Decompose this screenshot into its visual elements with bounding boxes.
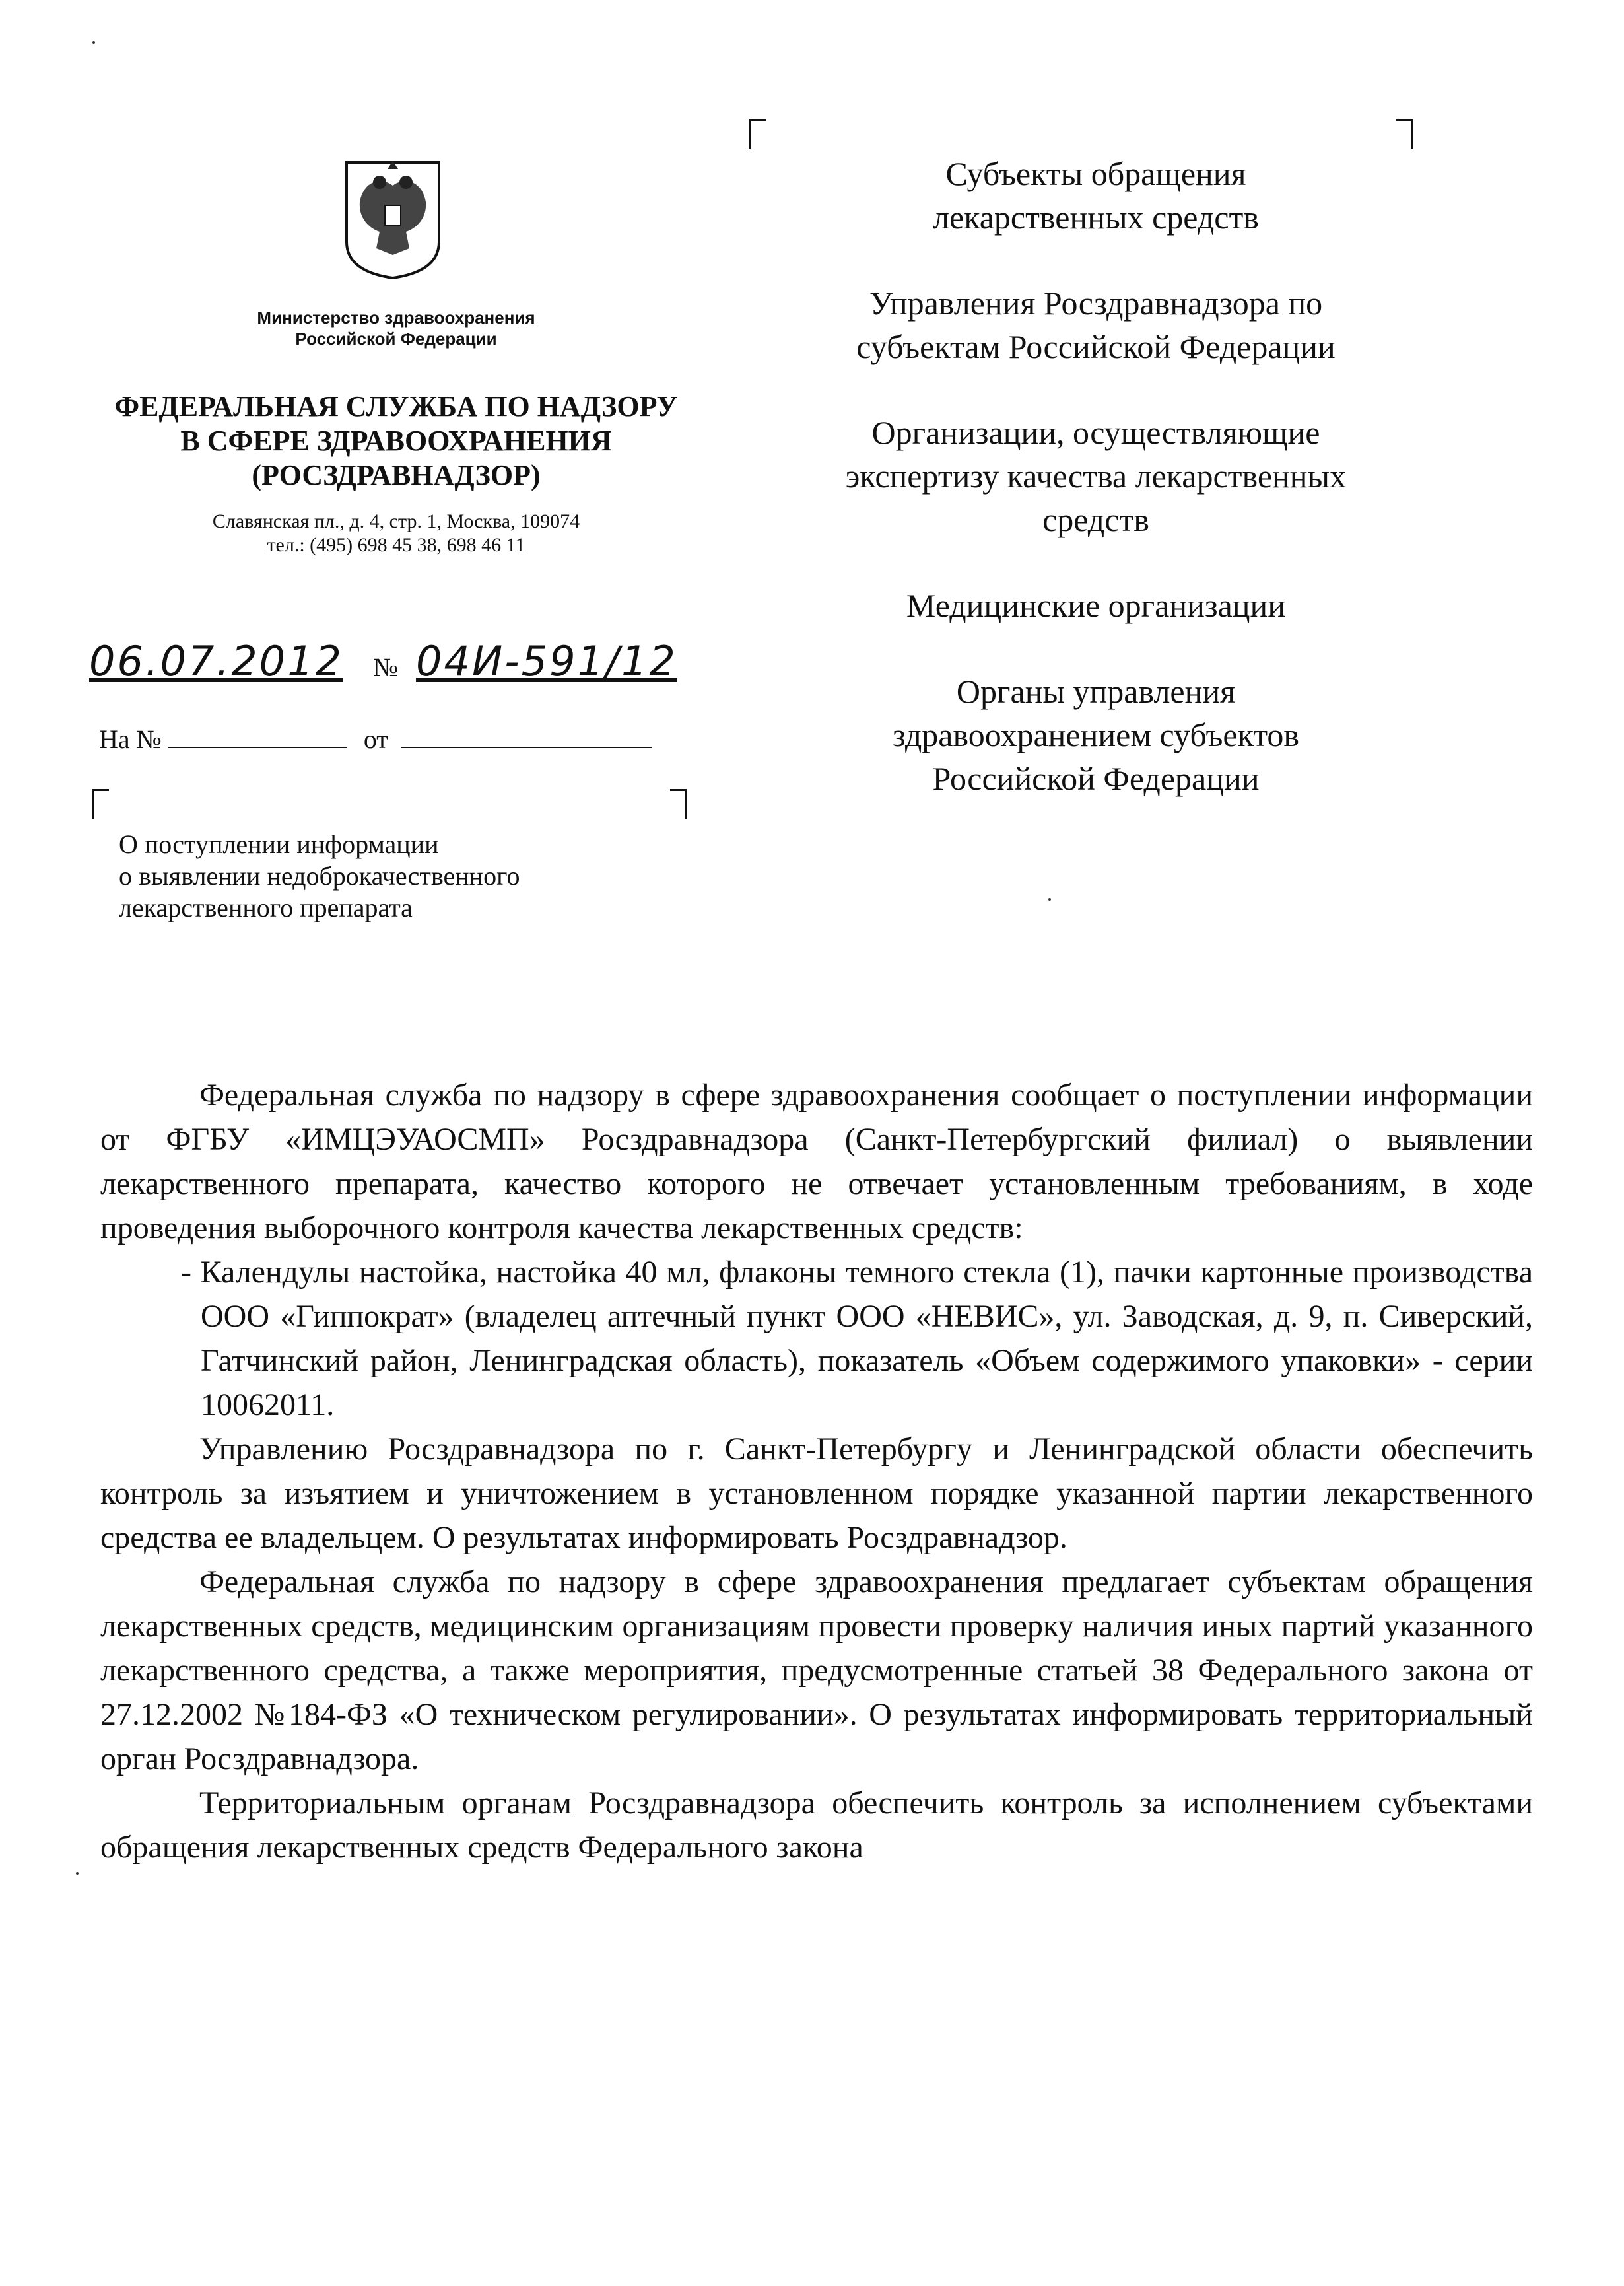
left-corner-bracket bbox=[92, 789, 109, 819]
body-paragraph: Управлению Росздравнадзора по г. Санкт-Петербургу и Ленинградской области обеспечить контроль за изъятием и уничтожением в установленном порядке указанной партии лекарственного средства ее владельцем. О результатах информировать Росздравнадзор. bbox=[100, 1432, 1533, 1555]
recipient-group: Медицинские организации bbox=[906, 587, 1286, 624]
ref-from-label: от bbox=[363, 724, 388, 754]
reference-line bbox=[99, 723, 693, 756]
body-list-item: - Календулы настойка, настойка 40 мл, флаконы темного стекла (1), пачки картонные производства ООО «Гиппократ» (владелец аптечный пункт ООО «НЕВИС», ул. Заводская, д. 9, п. Сиверский, Гатчинский район, Ленинградская область), показатель «Объем содержимого упаковки» - серии 10062011. bbox=[181, 1255, 1533, 1422]
ministry-name: Министерство здравоохранения Российской Федерации bbox=[257, 308, 535, 349]
recipient-group: Субъекты обращения лекарственных средств bbox=[933, 155, 1259, 236]
scan-speck bbox=[92, 41, 95, 44]
letter-subject: О поступлении информации о выявлении недоброкачественного лекарственного препарата bbox=[119, 829, 520, 922]
handwritten-date: 06.07.2012 bbox=[89, 637, 343, 685]
number-sign: № bbox=[373, 652, 399, 682]
recipients-block bbox=[766, 152, 1426, 843]
right-corner-bracket bbox=[670, 789, 687, 819]
ref-from-blank bbox=[401, 747, 652, 748]
ref-number-blank bbox=[168, 747, 347, 748]
recipient-group: Органы управления здравоохранением субъектов Российской Федерации bbox=[892, 673, 1300, 797]
recipients-right-bracket bbox=[1396, 119, 1413, 149]
body-paragraph: Территориальным органам Росздравнадзора обеспечить контроль за исполнением субъектами обращения лекарственных средств Федерального закона bbox=[100, 1785, 1533, 1865]
ref-number-label: На № bbox=[99, 724, 162, 754]
body-paragraph: Федеральная служба по надзору в сфере здравоохранения предлагает субъектам обращения лекарственных средств, медицинским организациям провести проверку наличия иных партий указанного лекарственного средства, а также мероприятия, предусмотренные статьей 38 Федерального закона от 27.12.2002 №184-ФЗ «О техническом регулировании». О результатах информировать территориальный орган Росздравнадзора. bbox=[100, 1564, 1533, 1776]
service-title: ФЕДЕРАЛЬНАЯ СЛУЖБА ПО НАДЗОРУ В СФЕРЕ ЗДРАВООХРАНЕНИЯ (РОСЗДРАВНАДЗОР) bbox=[114, 390, 678, 491]
recipient-group: Управления Росздравнадзора по субъектам Российской Федерации bbox=[856, 285, 1336, 365]
document-date-number bbox=[89, 637, 710, 693]
scan-speck bbox=[76, 1872, 79, 1875]
service-address: Славянская пл., д. 4, стр. 1, Москва, 109074 тел.: (495) 698 45 38, 698 46 11 bbox=[212, 510, 580, 556]
recipient-group: Организации, осуществляющие экспертизу качества лекарственных средств bbox=[845, 414, 1347, 538]
body-paragraph: Федеральная служба по надзору в сфере здравоохранения сообщает о поступлении информации от ФГБУ «ИМЦЭУАОСМП» Росздравнадзора (Санкт-Петербургский филиал) о выявлении лекарственного препарата, качество которого не отвечает установленным требованиям, в ходе проведения выборочного контроля качества лекарственных средств: bbox=[100, 1078, 1533, 1245]
letter-body bbox=[100, 1073, 1533, 1869]
handwritten-number: 04И-591/12 bbox=[416, 637, 677, 685]
coat-of-arms-emblem bbox=[340, 156, 446, 281]
scan-speck bbox=[1048, 898, 1051, 901]
recipients-left-bracket bbox=[749, 119, 766, 149]
